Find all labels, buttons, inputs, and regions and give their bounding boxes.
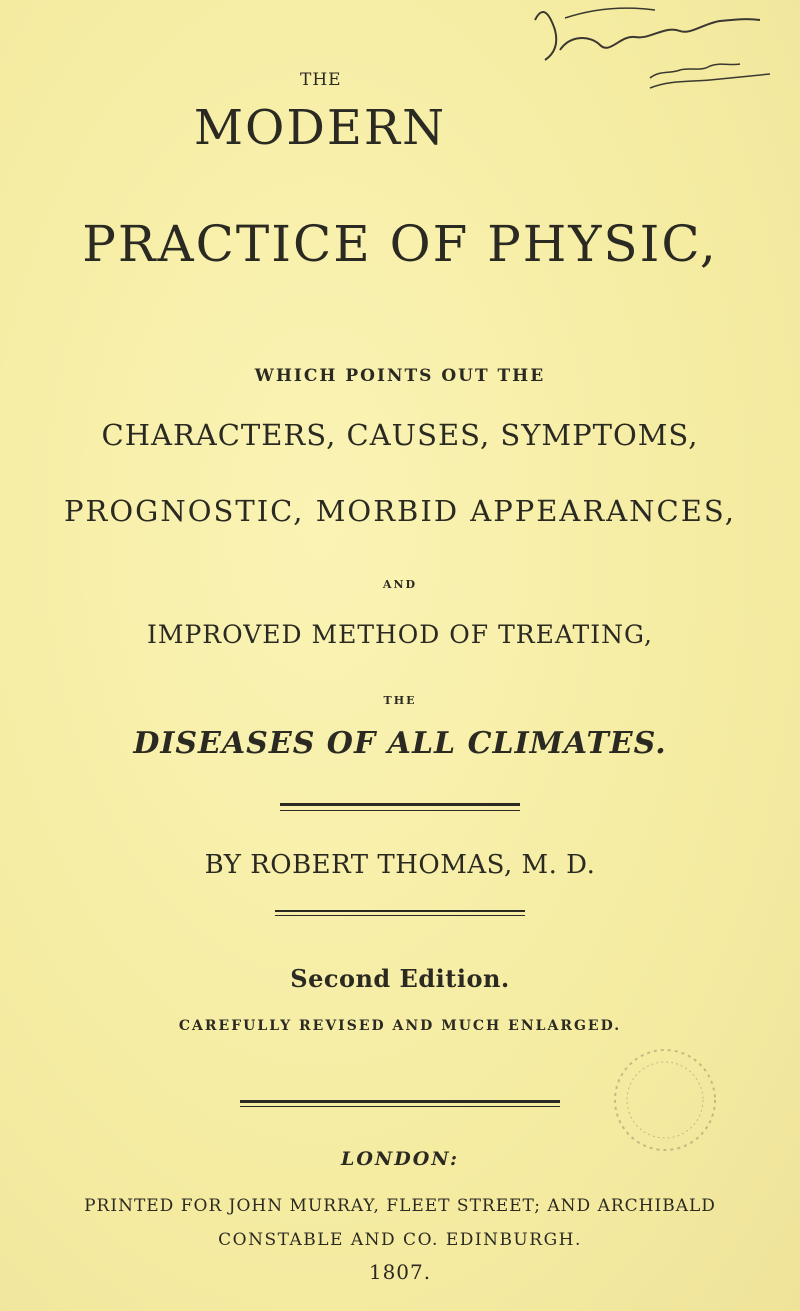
subtitle-characters: CHARACTERS, CAUSES, SYMPTOMS, [101,418,699,452]
divider-rule [275,910,525,912]
title-modern: MODERN [193,100,447,156]
divider-rule [240,1106,560,1107]
subtitle-improved-method: IMPROVED METHOD OF TREATING, [147,620,653,649]
imprint-printer: PRINTED FOR JOHN MURRAY, FLEET STREET; AND ARCHIBALD [84,1196,716,1216]
divider-rule [275,915,525,916]
imprint-constable: CONSTABLE AND CO. EDINBURGH. [218,1230,582,1250]
subtitle-which-points: WHICH POINTS OUT THE [254,366,546,386]
article-the: THE [300,70,342,90]
imprint-year: 1807. [368,1260,432,1284]
edition-line: Second Edition. [290,964,510,993]
subtitle-prognostic: PROGNOSTIC, MORBID APPEARANCES, [64,494,736,528]
article-the-2: THE [383,694,417,707]
divider-rule [280,810,520,811]
conjunction-and: AND [382,578,418,591]
library-stamp-icon [610,1040,720,1160]
title-practice-of-physic: PRACTICE OF PHYSIC, [82,215,718,273]
subtitle-diseases: DISEASES OF ALL CLIMATES. [133,726,667,761]
handwritten-signature [505,0,800,100]
revision-note: CAREFULLY REVISED AND MUCH ENLARGED. [178,1018,622,1034]
divider-rule [280,803,520,806]
divider-rule [240,1100,560,1103]
author-line: BY ROBERT THOMAS, M. D. [204,850,596,880]
imprint-place: LONDON: [340,1148,459,1170]
